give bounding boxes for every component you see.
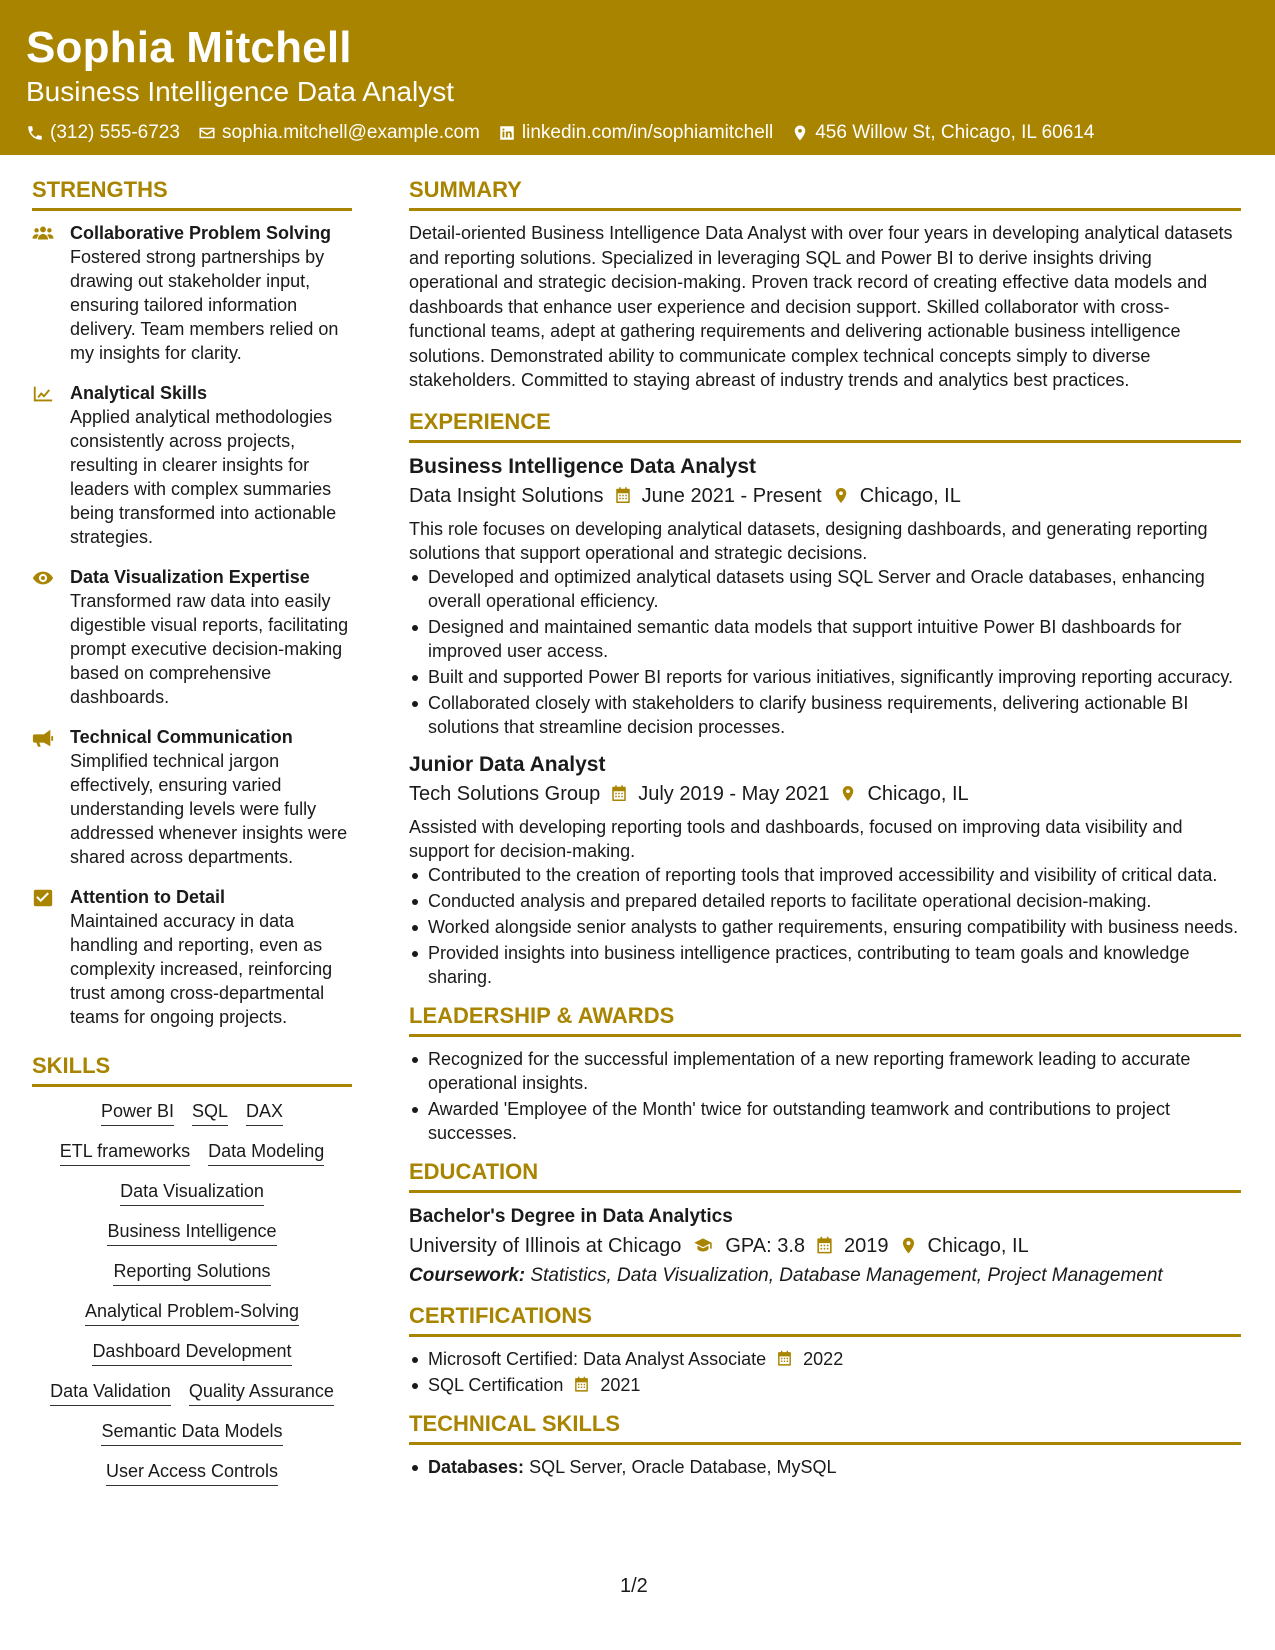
skills-list	[32, 1099, 352, 1499]
strength-desc: Fostered strong partnerships by drawing out stakeholder input, ensuring tailored information delivery. Team members relied on my insights for clarity.	[70, 247, 339, 363]
tech-skill-value: SQL Server, Oracle Database, MySQL	[529, 1456, 837, 1477]
skill-row	[107, 1219, 276, 1246]
skill-tag: Power BI	[101, 1099, 174, 1126]
list-item	[409, 1347, 1241, 1371]
gpa-text: GPA: 3.8	[725, 1234, 806, 1257]
job-company: Data Insight Solutions	[409, 484, 604, 507]
job-description: Assisted with developing reporting tools and dashboards, focused on improving data visibility and support for decision-making.	[409, 816, 1183, 861]
cert-year: 2022	[803, 1348, 844, 1369]
job-meta	[409, 779, 1241, 809]
linkedin-link[interactable]: linkedin.com/in/sophiamitchell	[521, 122, 774, 143]
coursework-text: Statistics, Data Visualization, Database Management, Project Management	[530, 1264, 1163, 1286]
skill-tag: User Access Controls	[106, 1459, 278, 1486]
calendar-icon	[815, 1236, 834, 1255]
list-item: Provided insights into business intelligence practices, contributing to team goals and knowledge sharing.	[409, 941, 1241, 989]
skill-tag: Reporting Solutions	[113, 1259, 270, 1286]
strength-item	[32, 885, 352, 1029]
strength-item	[32, 725, 352, 869]
job-title: Business Intelligence Data Analyst	[409, 454, 757, 478]
skill-row	[92, 1339, 291, 1366]
job-entry	[409, 453, 1241, 739]
strength-desc: Maintained accuracy in data handling and reporting, even as complexity increased, reinforcing trust among cross-departmental teams for ongoing projects.	[70, 911, 333, 1027]
contact-linkedin[interactable]	[498, 120, 773, 146]
technical-skills-list	[409, 1455, 1241, 1479]
right-column	[409, 175, 1241, 1481]
resume-header	[0, 0, 1275, 155]
job-dates: July 2019 - May 2021	[638, 782, 830, 805]
job-bullets	[409, 565, 1241, 739]
summary-heading: SUMMARY	[409, 175, 1241, 211]
skill-row	[106, 1459, 278, 1486]
list-item: Collaborated closely with stakeholders to clarify business requirements, delivering actionable BI solutions that streamline decision processes.	[409, 691, 1241, 739]
skill-tag: Data Validation	[50, 1379, 171, 1406]
job-bullets	[409, 863, 1241, 989]
megaphone-icon	[32, 728, 54, 748]
list-item: Awarded 'Employee of the Month' twice for outstanding teamwork and contributions to project successes.	[409, 1097, 1241, 1145]
certifications-list	[409, 1347, 1241, 1397]
skill-row	[120, 1179, 264, 1206]
strength-desc: Applied analytical methodologies consistently across projects, resulting in clearer insights for leaders with complex summaries being transformed into actionable strategies.	[70, 407, 337, 547]
list-item: Designed and maintained semantic data models that support intuitive Power BI dashboards for improved user access.	[409, 615, 1241, 663]
email-link[interactable]: sophia.mitchell@example.com	[221, 122, 480, 143]
list-item	[409, 1373, 1241, 1397]
summary-text: Detail-oriented Business Intelligence Data Analyst with over four years in developing analytical datasets and reporting solutions. Specialized in leveraging SQL and Power BI to derive insights driving operational and strategic decision-making. Proven track record of creating effective data models and dashboards that enhance user experience and decision support. Skilled collaborator with cross-functional teams, adept at gathering requirements and delivering actionable business intelligence solutions. Demonstrated ability to communicate complex technical concepts simply to diverse stakeholders. Committed to staying abreast of industry trends and analytics best practices.	[409, 223, 1233, 390]
contact-bar	[26, 120, 1249, 146]
left-column	[32, 175, 352, 1499]
strength-title: Technical Communication	[70, 727, 293, 747]
skill-row	[101, 1099, 283, 1126]
list-item: Developed and optimized analytical datasets using SQL Server and Oracle databases, enhancing overall operational efficiency.	[409, 565, 1241, 613]
map-pin-icon	[839, 784, 857, 803]
education-meta	[409, 1231, 1241, 1261]
school-name: University of Illinois at Chicago	[409, 1234, 682, 1257]
candidate-name: Sophia Mitchell	[26, 23, 352, 72]
skill-tag: DAX	[246, 1099, 283, 1126]
contact-email[interactable]	[198, 120, 480, 146]
job-title: Junior Data Analyst	[409, 752, 606, 776]
skill-tag: Semantic Data Models	[101, 1419, 282, 1446]
list-item: Built and supported Power BI reports for various initiatives, significantly improving reporting accuracy.	[409, 665, 1241, 689]
calendar-icon	[573, 1376, 590, 1393]
job-description: This role focuses on developing analytical datasets, designing dashboards, and generating reporting solutions that support operational and strategic decisions.	[409, 518, 1208, 563]
strength-desc: Simplified technical jargon effectively, ensuring varied understanding levels were fully addressed whenever insights were shared across departments.	[70, 751, 348, 867]
users-icon	[32, 224, 54, 244]
skill-tag: Data Visualization	[120, 1179, 264, 1206]
strength-item	[32, 221, 352, 365]
list-item: Worked alongside senior analysts to gather requirements, ensuring compatibility with business needs.	[409, 915, 1241, 939]
list-item: Recognized for the successful implementation of a new reporting framework leading to accurate operational insights.	[409, 1047, 1241, 1095]
check-square-icon	[32, 888, 54, 908]
chart-line-icon	[32, 384, 54, 404]
strength-desc: Transformed raw data into easily digestible visual reports, facilitating prompt executive decision-making based on comprehensive dashboards.	[70, 591, 349, 707]
envelope-icon	[198, 124, 216, 142]
school-location: Chicago, IL	[927, 1234, 1029, 1257]
leadership-heading: LEADERSHIP & AWARDS	[409, 1001, 1241, 1037]
skill-row	[113, 1259, 270, 1286]
job-dates: June 2021 - Present	[641, 484, 822, 507]
skill-tag: Analytical Problem-Solving	[85, 1299, 299, 1326]
skill-tag: Data Modeling	[208, 1139, 324, 1166]
address-text: 456 Willow St, Chicago, IL 60614	[815, 122, 1095, 143]
skill-tag: SQL	[192, 1099, 228, 1126]
skill-row	[101, 1419, 282, 1446]
strengths-heading: STRENGTHS	[32, 175, 352, 211]
strength-title: Attention to Detail	[70, 887, 225, 907]
strength-title: Analytical Skills	[70, 383, 208, 403]
strength-title: Data Visualization Expertise	[70, 567, 310, 587]
skill-tag: Business Intelligence	[107, 1219, 276, 1246]
experience-heading: EXPERIENCE	[409, 407, 1241, 443]
skill-tag: Quality Assurance	[189, 1379, 334, 1406]
coursework-line	[409, 1261, 1241, 1291]
map-pin-icon	[832, 486, 850, 505]
graduation-year: 2019	[844, 1234, 889, 1257]
strength-item	[32, 565, 352, 709]
contact-address	[791, 120, 1094, 146]
candidate-title: Business Intelligence Data Analyst	[26, 76, 455, 107]
calendar-icon	[776, 1350, 793, 1367]
linkedin-icon	[498, 124, 516, 142]
skill-tag: ETL frameworks	[60, 1139, 190, 1166]
eye-icon	[32, 568, 54, 588]
list-item: Conducted analysis and prepared detailed reports to facilitate operational decision-making.	[409, 889, 1241, 913]
coursework-label: Coursework:	[409, 1264, 526, 1286]
technical-skills-heading: TECHNICAL SKILLS	[409, 1409, 1241, 1445]
leadership-list	[409, 1047, 1241, 1145]
strength-title: Collaborative Problem Solving	[70, 223, 332, 243]
job-company: Tech Solutions Group	[409, 782, 601, 805]
job-location: Chicago, IL	[859, 484, 961, 507]
job-meta	[409, 481, 1241, 511]
strength-item	[32, 381, 352, 549]
skills-heading: SKILLS	[32, 1051, 352, 1087]
degree-title: Bachelor's Degree in Data Analytics	[409, 1205, 733, 1227]
cert-year: 2021	[600, 1374, 641, 1395]
tech-skill-label: Databases:	[428, 1456, 525, 1477]
phone-text: (312) 555-6723	[50, 122, 180, 143]
contact-phone	[26, 120, 180, 146]
calendar-icon	[614, 486, 632, 505]
skill-row	[85, 1299, 299, 1326]
job-entry	[409, 751, 1241, 989]
list-item	[409, 1455, 1241, 1479]
phone-icon	[26, 124, 44, 142]
cert-name: SQL Certification	[428, 1374, 564, 1395]
job-location: Chicago, IL	[867, 782, 969, 805]
calendar-icon	[610, 784, 628, 803]
map-pin-icon	[899, 1236, 918, 1255]
graduation-cap-icon	[691, 1236, 715, 1255]
education-heading: EDUCATION	[409, 1157, 1241, 1193]
list-item: Contributed to the creation of reporting tools that improved accessibility and visibility of critical data.	[409, 863, 1241, 887]
cert-name: Microsoft Certified: Data Analyst Associate	[428, 1348, 767, 1369]
skill-tag: Dashboard Development	[92, 1339, 291, 1366]
map-pin-icon	[791, 124, 809, 142]
skill-row	[60, 1139, 324, 1166]
skill-row	[50, 1379, 334, 1406]
certifications-heading: CERTIFICATIONS	[409, 1301, 1241, 1337]
page-number: 1/2	[620, 1575, 648, 1597]
